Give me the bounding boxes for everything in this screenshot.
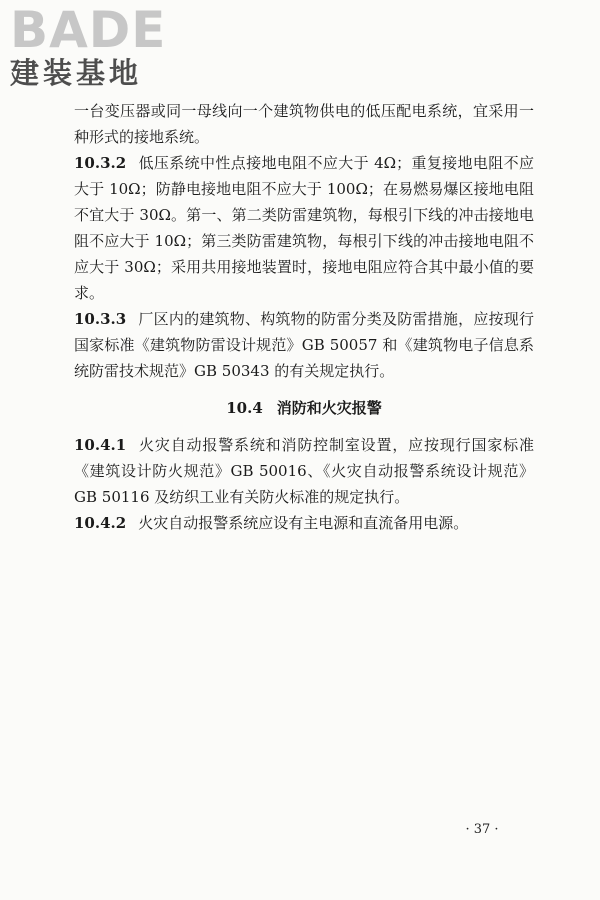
document-body <box>74 98 534 536</box>
clause-10-4-2 <box>74 510 534 536</box>
clause-number: 10.4.1 <box>74 436 127 454</box>
bade-logo <box>10 1 180 90</box>
clause-text: 火灾自动报警系统应设有主电源和直流备用电源。 <box>138 514 469 532</box>
clause-number: 10.3.2 <box>74 154 127 172</box>
section-number: 10.4 <box>226 399 263 417</box>
section-heading-10-4 <box>74 395 534 421</box>
clause-10-3-3 <box>74 306 534 384</box>
clause-text: 厂区内的建筑物、构筑物的防雷分类及防雷措施，应按现行国家标准《建筑物防雷设计规范》GB 50057 和《建筑物电子信息系统防雷技术规范》GB 50343 的有关规定执行。 <box>74 310 534 380</box>
intro-paragraph: 一台变压器或同一母线向一个建筑物供电的低压配电系统，宜采用一种形式的接地系统。 <box>74 102 534 146</box>
clause-number: 10.4.2 <box>74 514 127 532</box>
page-number: · 37 · <box>465 822 499 837</box>
clause-10-4-1 <box>74 432 534 510</box>
section-title: 消防和火灾报警 <box>276 399 382 417</box>
logo-subtitle: 建装基地 <box>10 56 143 90</box>
clause-number: 10.3.3 <box>74 310 127 328</box>
logo-wordmark: BADE <box>10 1 167 59</box>
clause-text: 火灾自动报警系统和消防控制室设置，应按现行国家标准《建筑设计防火规范》GB 50016、《火灾自动报警系统设计规范》GB 50116 及纺织工业有关防火标准的规定执行。 <box>74 436 534 506</box>
clause-10-3-2 <box>74 150 534 306</box>
clause-text: 低压系统中性点接地电阻不应大于 4Ω；重复接地电阻不应大于 10Ω；防静电接地电阻不应大于 100Ω；在易燃易爆区接地电阻不宜大于 30Ω。第一、第二类防雷建筑物，每根引下线的冲击接地电阻不应大于 10Ω；第三类防雷建筑物，每根引下线的冲击接地电阻不应大于 30Ω；采用共用接地装置时，接地电阻应符合其中最小值的要求。 <box>74 154 534 302</box>
